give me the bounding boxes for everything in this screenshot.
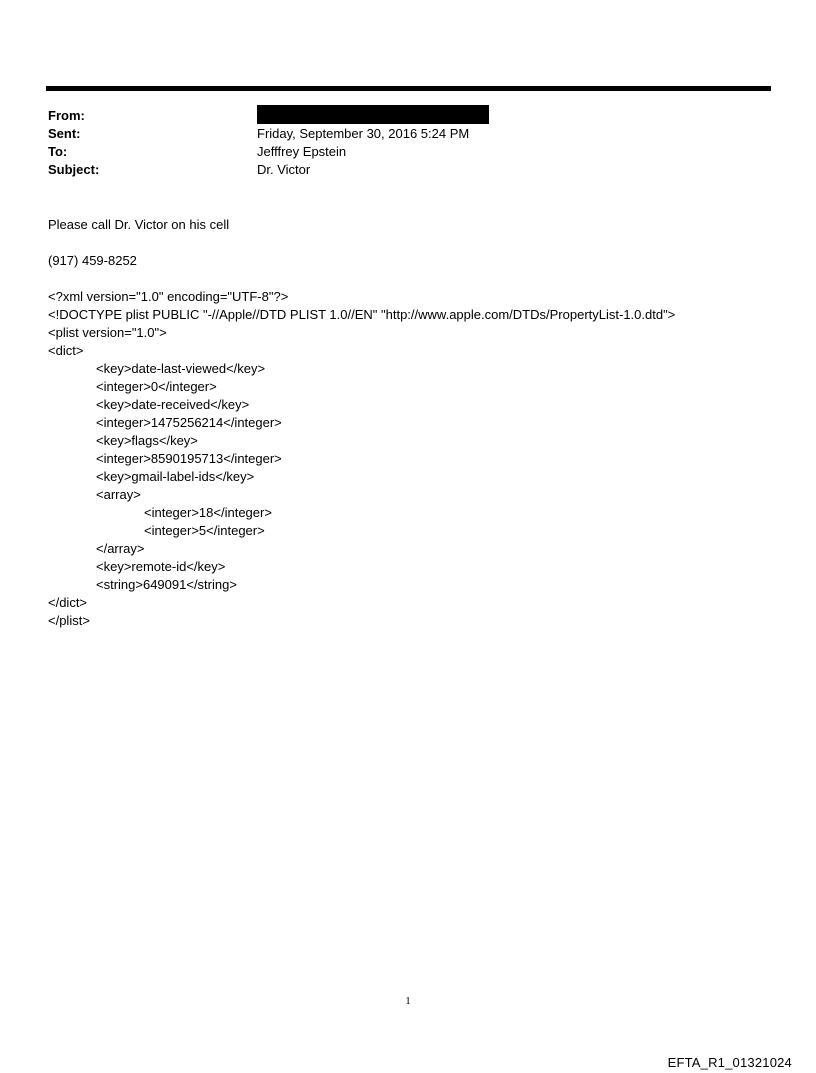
to-row [48,143,748,161]
plist-line: <key>date-received</key> [96,397,250,412]
plist-line: <!DOCTYPE plist PUBLIC "-//Apple//DTD PLIST 1.0//EN" "http://www.apple.com/DTDs/PropertyList-1.0.dtd"> [48,307,676,322]
to-value: Jefffrey Epstein [257,144,347,159]
plist-line: <string>649091</string> [96,577,237,592]
plist-line: <key>date-last-viewed</key> [96,361,266,376]
plist-line: <key>flags</key> [96,433,198,448]
from-row [48,107,748,125]
plist-line: <dict> [48,343,84,358]
plist-line: </plist> [48,613,90,628]
subject-label: Subject: [48,162,100,177]
plist-line: <integer>5</integer> [144,523,265,538]
plist-line: </dict> [48,595,88,610]
plist-line: <integer>18</integer> [144,505,272,520]
header-rule [46,86,771,91]
subject-row [48,161,748,179]
plist-line: <integer>8590195713</integer> [96,451,282,466]
email-header [48,107,748,179]
subject-value: Dr. Victor [257,162,311,177]
plist-line: <key>remote-id</key> [96,559,226,574]
redaction-bar [257,105,489,124]
sent-value: Friday, September 30, 2016 5:24 PM [257,126,470,141]
document-id: EFTA_R1_01321024 [667,1055,792,1070]
plist-line: </array> [96,541,145,556]
plist-line: <integer>0</integer> [96,379,217,394]
plist-line: <?xml version="1.0" encoding="UTF-8"?> [48,289,289,304]
phone-number: (917) 459-8252 [48,253,137,268]
to-label: To: [48,144,68,159]
sent-label: Sent: [48,126,81,141]
from-label: From: [48,108,85,123]
spacer [48,270,778,288]
message-line: Please call Dr. Victor on his cell [48,217,230,232]
plist-line: <plist version="1.0"> [48,325,167,340]
sent-row [48,125,748,143]
from-value [257,107,748,125]
page-number: 1 [405,995,411,1007]
spacer [48,234,778,252]
plist-line: <array> [96,487,141,502]
email-body [48,216,778,630]
plist-line: <integer>1475256214</integer> [96,415,282,430]
plist-line: <key>gmail-label-ids</key> [96,469,255,484]
